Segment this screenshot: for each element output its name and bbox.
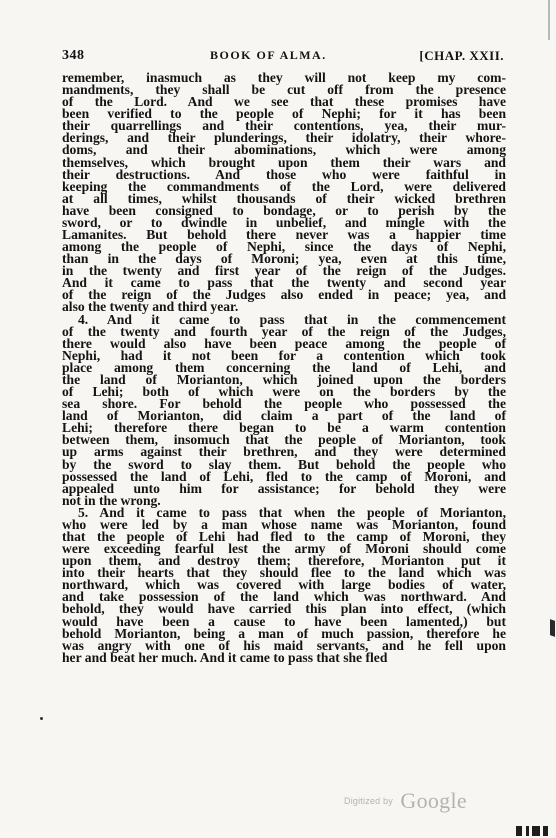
text-line: among the people of Nephi, since the days of Nephi,	[62, 239, 506, 255]
text-line: of the Lord. And we see that these promises have	[62, 94, 506, 110]
digitized-watermark	[344, 788, 467, 818]
page-edge-mark	[550, 619, 555, 637]
google-logo: Google	[400, 788, 467, 813]
text-line: was angry with one of his maid servants, and he fell upon	[62, 637, 506, 653]
text-line: have been consigned to bondage, or to perish by the	[62, 202, 506, 218]
text-line: of the twenty and fourth year of the reign of the Judges,	[62, 323, 506, 339]
text-line: not in the wrong.	[62, 492, 161, 508]
text-line: their quarrellings and their contentions, yea, their mur-	[62, 118, 506, 134]
page-header	[62, 48, 504, 68]
text-line: in the twenty and first year of the reign of the Judges.	[62, 263, 506, 279]
text-line: who were led by a man whose name was Morianton, found	[62, 516, 506, 532]
text-line: there would also have been peace among the people of	[62, 335, 506, 351]
text-line: by the sword to slay them. But behold the people who	[62, 456, 506, 472]
text-line: their destructions. And those who were faithful in	[62, 166, 506, 182]
text-line: 4. And it came to pass that in the commencement	[78, 311, 506, 327]
text-line: doms, and their abominations, which were among	[62, 142, 506, 158]
text-line: between them, insomuch that the people of Morianton, took	[62, 432, 506, 448]
text-line: into their hearts that they should flee to the land which was	[62, 565, 506, 581]
watermark-prefix: Digitized by	[344, 796, 393, 806]
text-line: appealed unto him for assistance; for behold they were	[62, 480, 506, 496]
text-line: mandments, they shall be cut off from the presence	[62, 82, 506, 98]
text-line: Nephi, had it not been for a contention which took	[62, 347, 506, 363]
text-line: And it came to pass that the twenty and second year	[62, 275, 506, 291]
text-line: sword, or to dwindle in unbelief, and mingle with the	[62, 214, 506, 230]
text-line: behold, they would have carried this plan into effect, (which	[62, 601, 506, 617]
text-line: 5. And it came to pass that when the people of Morianton,	[78, 504, 506, 520]
text-line: place among them concerning the land of Lehi, and	[62, 359, 506, 375]
text-line: her and beat her much. And it came to pass that she fled	[62, 649, 388, 665]
text-line: were exceeding fearful lest the army of Moroni should come	[62, 541, 506, 557]
body-text	[62, 72, 506, 664]
chapter-label: [CHAP. XXII.	[419, 48, 504, 63]
text-line: than in the days of Moroni; yea, even at this time,	[62, 251, 506, 267]
text-line: remember, inasmuch as they will not keep my com-	[62, 70, 506, 85]
text-line: possessed the land of Lehi, fled to the camp of Moroni, and	[62, 468, 506, 484]
text-line: of Lehi; both of which were on the borders by the	[62, 384, 506, 400]
text-line: also the twenty and third year.	[62, 299, 239, 315]
text-line: derings, and their plunderings, their idolatry, their whore-	[62, 130, 506, 146]
page-number: 348	[62, 48, 85, 63]
running-title: BOOK OF ALMA.	[210, 48, 327, 62]
text-line: the land of Morianton, which joined upon the borders	[62, 371, 506, 387]
text-line: Lehi; therefore there began to be a warm contention	[62, 420, 506, 436]
text-line: at all times, whilst thousands of their wicked brethren	[62, 190, 506, 206]
ink-speck	[40, 717, 43, 720]
binding-edge	[548, 0, 550, 40]
text-line: up arms against their brethren, and they were determined	[62, 444, 506, 460]
text-line: upon them, and destroy them; therefore, Morianton put it	[62, 553, 506, 569]
text-line: and take possession of the land which was northward. And	[62, 589, 506, 605]
text-line: been verified to the people of Nephi; for it has been	[62, 106, 506, 122]
scan-corner-mark	[516, 826, 550, 836]
text-line: land of Morianton, did claim a part of the land of	[62, 408, 506, 424]
text-line: themselves, which brought upon them their wars and	[62, 154, 506, 170]
text-line: keeping the commandments of the Lord, were delivered	[62, 178, 506, 194]
text-line: behold Morianton, being a man of much passion, therefore he	[62, 625, 506, 641]
text-line: of the reign of the Judges also ended in peace; yea, and	[62, 287, 506, 303]
text-line: that the people of Lehi had fled to the camp of Moroni, they	[62, 528, 506, 544]
text-line: Lamanites. But behold there never was a happier time	[62, 227, 506, 243]
text-line: northward, which was covered with large bodies of water,	[62, 577, 506, 593]
text-line: sea shore. For behold the people who possessed the	[62, 396, 506, 412]
text-line: would have been a cause to have been lamented,) but	[62, 613, 506, 629]
